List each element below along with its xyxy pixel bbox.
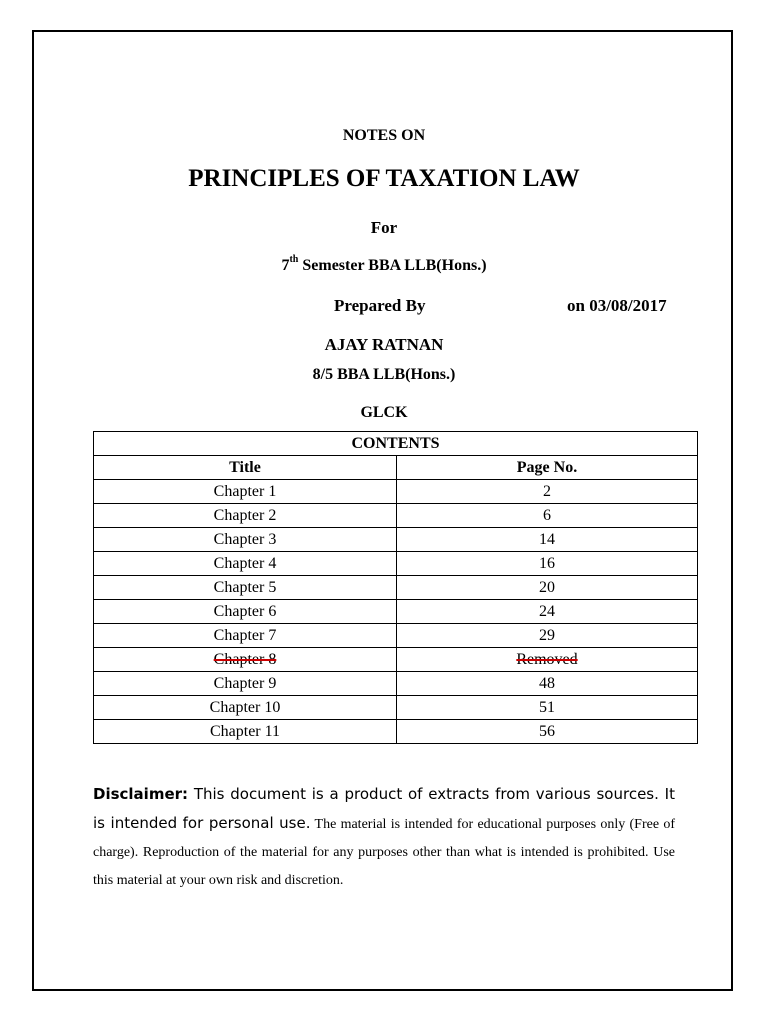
document-title: PRINCIPLES OF TAXATION LAW (188, 165, 580, 192)
semester-number: 7 (281, 257, 290, 274)
page-number-cell: 56 (397, 720, 698, 744)
page-number-cell: 29 (397, 624, 698, 648)
author-name: AJAY RATNAN (324, 335, 444, 354)
contents-body (94, 480, 698, 744)
author-class: 8/5 BBA LLB(Hons.) (312, 366, 456, 383)
chapter-title-cell: Chapter 2 (94, 504, 397, 528)
chapter-title-cell: Chapter 6 (94, 600, 397, 624)
table-row (94, 480, 698, 504)
chapter-title-cell: Chapter 4 (94, 552, 397, 576)
disclaimer-text-primary: This document is a product of extracts from various sources. It is intended for personal use. (93, 785, 675, 832)
contents-caption-row (94, 432, 698, 456)
chapter-title-cell: Chapter 10 (94, 696, 397, 720)
column-header-page: Page No. (397, 456, 698, 480)
chapter-title-cell: Chapter 9 (94, 672, 397, 696)
disclaimer-text-secondary: The material is intended for educational purposes only (Free of charge). Reproduction of the material for any purposes other than what is intended is prohibited. Use this material at your own risk and discretion. (93, 817, 675, 888)
disclaimer-label: Disclaimer: (93, 785, 189, 803)
table-row (94, 552, 698, 576)
semester-text: Semester BBA LLB(Hons.) (298, 257, 487, 274)
institute-name: GLCK (360, 404, 408, 421)
contents-caption: CONTENTS (94, 432, 698, 456)
table-row (94, 528, 698, 552)
table-row (94, 696, 698, 720)
table-row (94, 576, 698, 600)
table-row (94, 624, 698, 648)
notes-on-heading: NOTES ON (342, 127, 426, 144)
page-number-cell: Removed (397, 648, 698, 672)
chapter-title-cell: Chapter 5 (94, 576, 397, 600)
page-number-cell: 51 (397, 696, 698, 720)
table-row (94, 672, 698, 696)
prepared-by-label: Prepared By (334, 296, 426, 315)
table-row (94, 720, 698, 744)
table-row (94, 648, 698, 672)
date-label: on 03/08/2017 (567, 296, 667, 315)
semester-line (0, 254, 768, 275)
page-number-cell: 48 (397, 672, 698, 696)
column-header-title: Title (94, 456, 397, 480)
semester-superscript: th (289, 254, 299, 265)
chapter-title-cell: Chapter 1 (94, 480, 397, 504)
contents-header-row (94, 456, 698, 480)
chapter-title-cell: Chapter 11 (94, 720, 397, 744)
chapter-title-cell: Chapter 3 (94, 528, 397, 552)
contents-table (93, 431, 698, 744)
chapter-title-cell: Chapter 8 (94, 648, 397, 672)
page-number-cell: 14 (397, 528, 698, 552)
page-number-cell: 16 (397, 552, 698, 576)
for-label: For (370, 218, 398, 237)
table-row (94, 600, 698, 624)
page-number-cell: 6 (397, 504, 698, 528)
disclaimer (93, 780, 675, 895)
page-number-cell: 24 (397, 600, 698, 624)
chapter-title-cell: Chapter 7 (94, 624, 397, 648)
page-number-cell: 2 (397, 480, 698, 504)
table-row (94, 504, 698, 528)
page-number-cell: 20 (397, 576, 698, 600)
